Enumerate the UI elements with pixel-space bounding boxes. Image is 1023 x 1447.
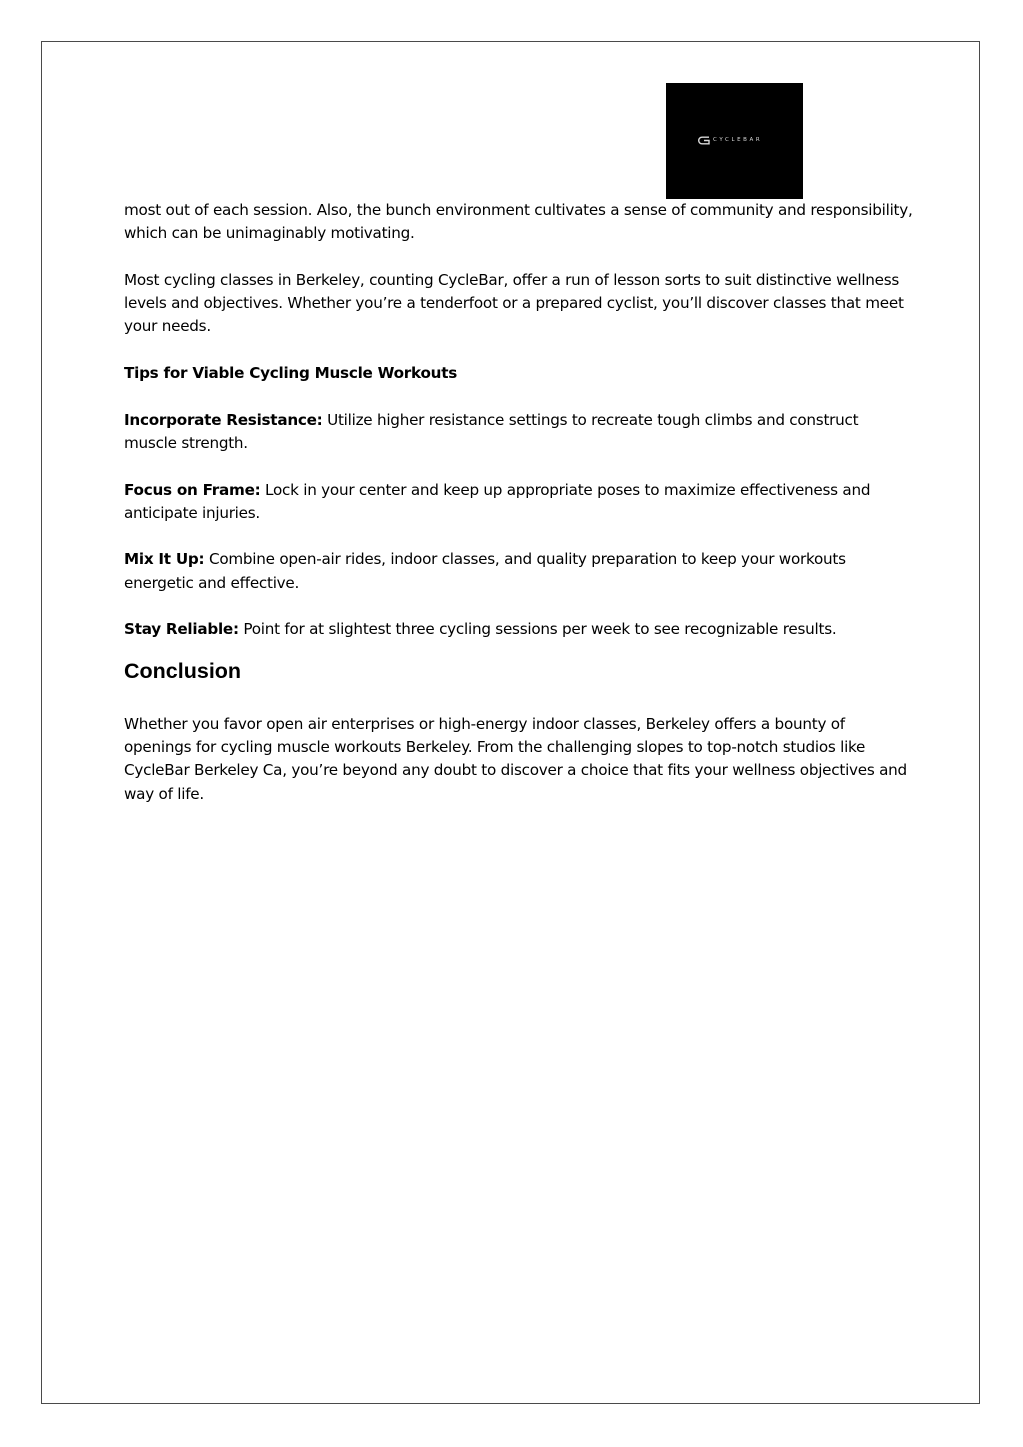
cyclebar-logo-icon xyxy=(697,136,711,145)
tips-heading: Tips for Viable Cycling Muscle Workouts xyxy=(124,364,458,383)
tip-text: Lock in your center and keep up appropriate poses to maximize effectiveness and anticipate injuries. xyxy=(124,480,871,522)
tip-label: Focus on Frame: xyxy=(124,480,261,499)
tip-label: Stay Reliable: xyxy=(124,620,239,639)
cyclebar-logo-image xyxy=(666,83,803,199)
document-body xyxy=(124,199,914,806)
tip-item xyxy=(124,618,914,641)
tip-text: Utilize higher resistance settings to recreate tough climbs and construct muscle strength. xyxy=(124,410,859,452)
conclusion-paragraph: Whether you favor open air enterprises or high-energy indoor classes, Berkeley offers a bounty of openings for cycling muscle workouts Berkeley. From the challenging slopes to top-notch studios like CycleBar Berkeley Ca, you’re beyond any doubt to discover a choice that fits your wellness objectives and way of life. xyxy=(124,714,907,803)
body-paragraph: most out of each session. Also, the bunch environment cultivates a sense of community and responsibility, which can be unimaginably motivating. xyxy=(124,201,913,243)
body-paragraph: Most cycling classes in Berkeley, counting CycleBar, offer a run of lesson sorts to suit distinctive wellness levels and objectives. Whether you’re a tenderfoot or a prepared cyclist, you’ll discover classes that meet your needs. xyxy=(124,270,904,336)
tip-item xyxy=(124,548,914,595)
tip-text: Point for at slightest three cycling sessions per week to see recognizable results. xyxy=(238,620,837,639)
conclusion-heading: Conclusion xyxy=(124,658,242,683)
tip-label: Incorporate Resistance: xyxy=(124,410,323,429)
logo-text: CYCLEBAR xyxy=(713,137,763,143)
tip-item xyxy=(124,479,914,526)
tip-text: Combine open-air rides, indoor classes, and quality preparation to keep your workouts energetic and effective. xyxy=(124,550,846,592)
tip-label: Mix It Up: xyxy=(124,550,205,569)
tip-item xyxy=(124,409,914,456)
